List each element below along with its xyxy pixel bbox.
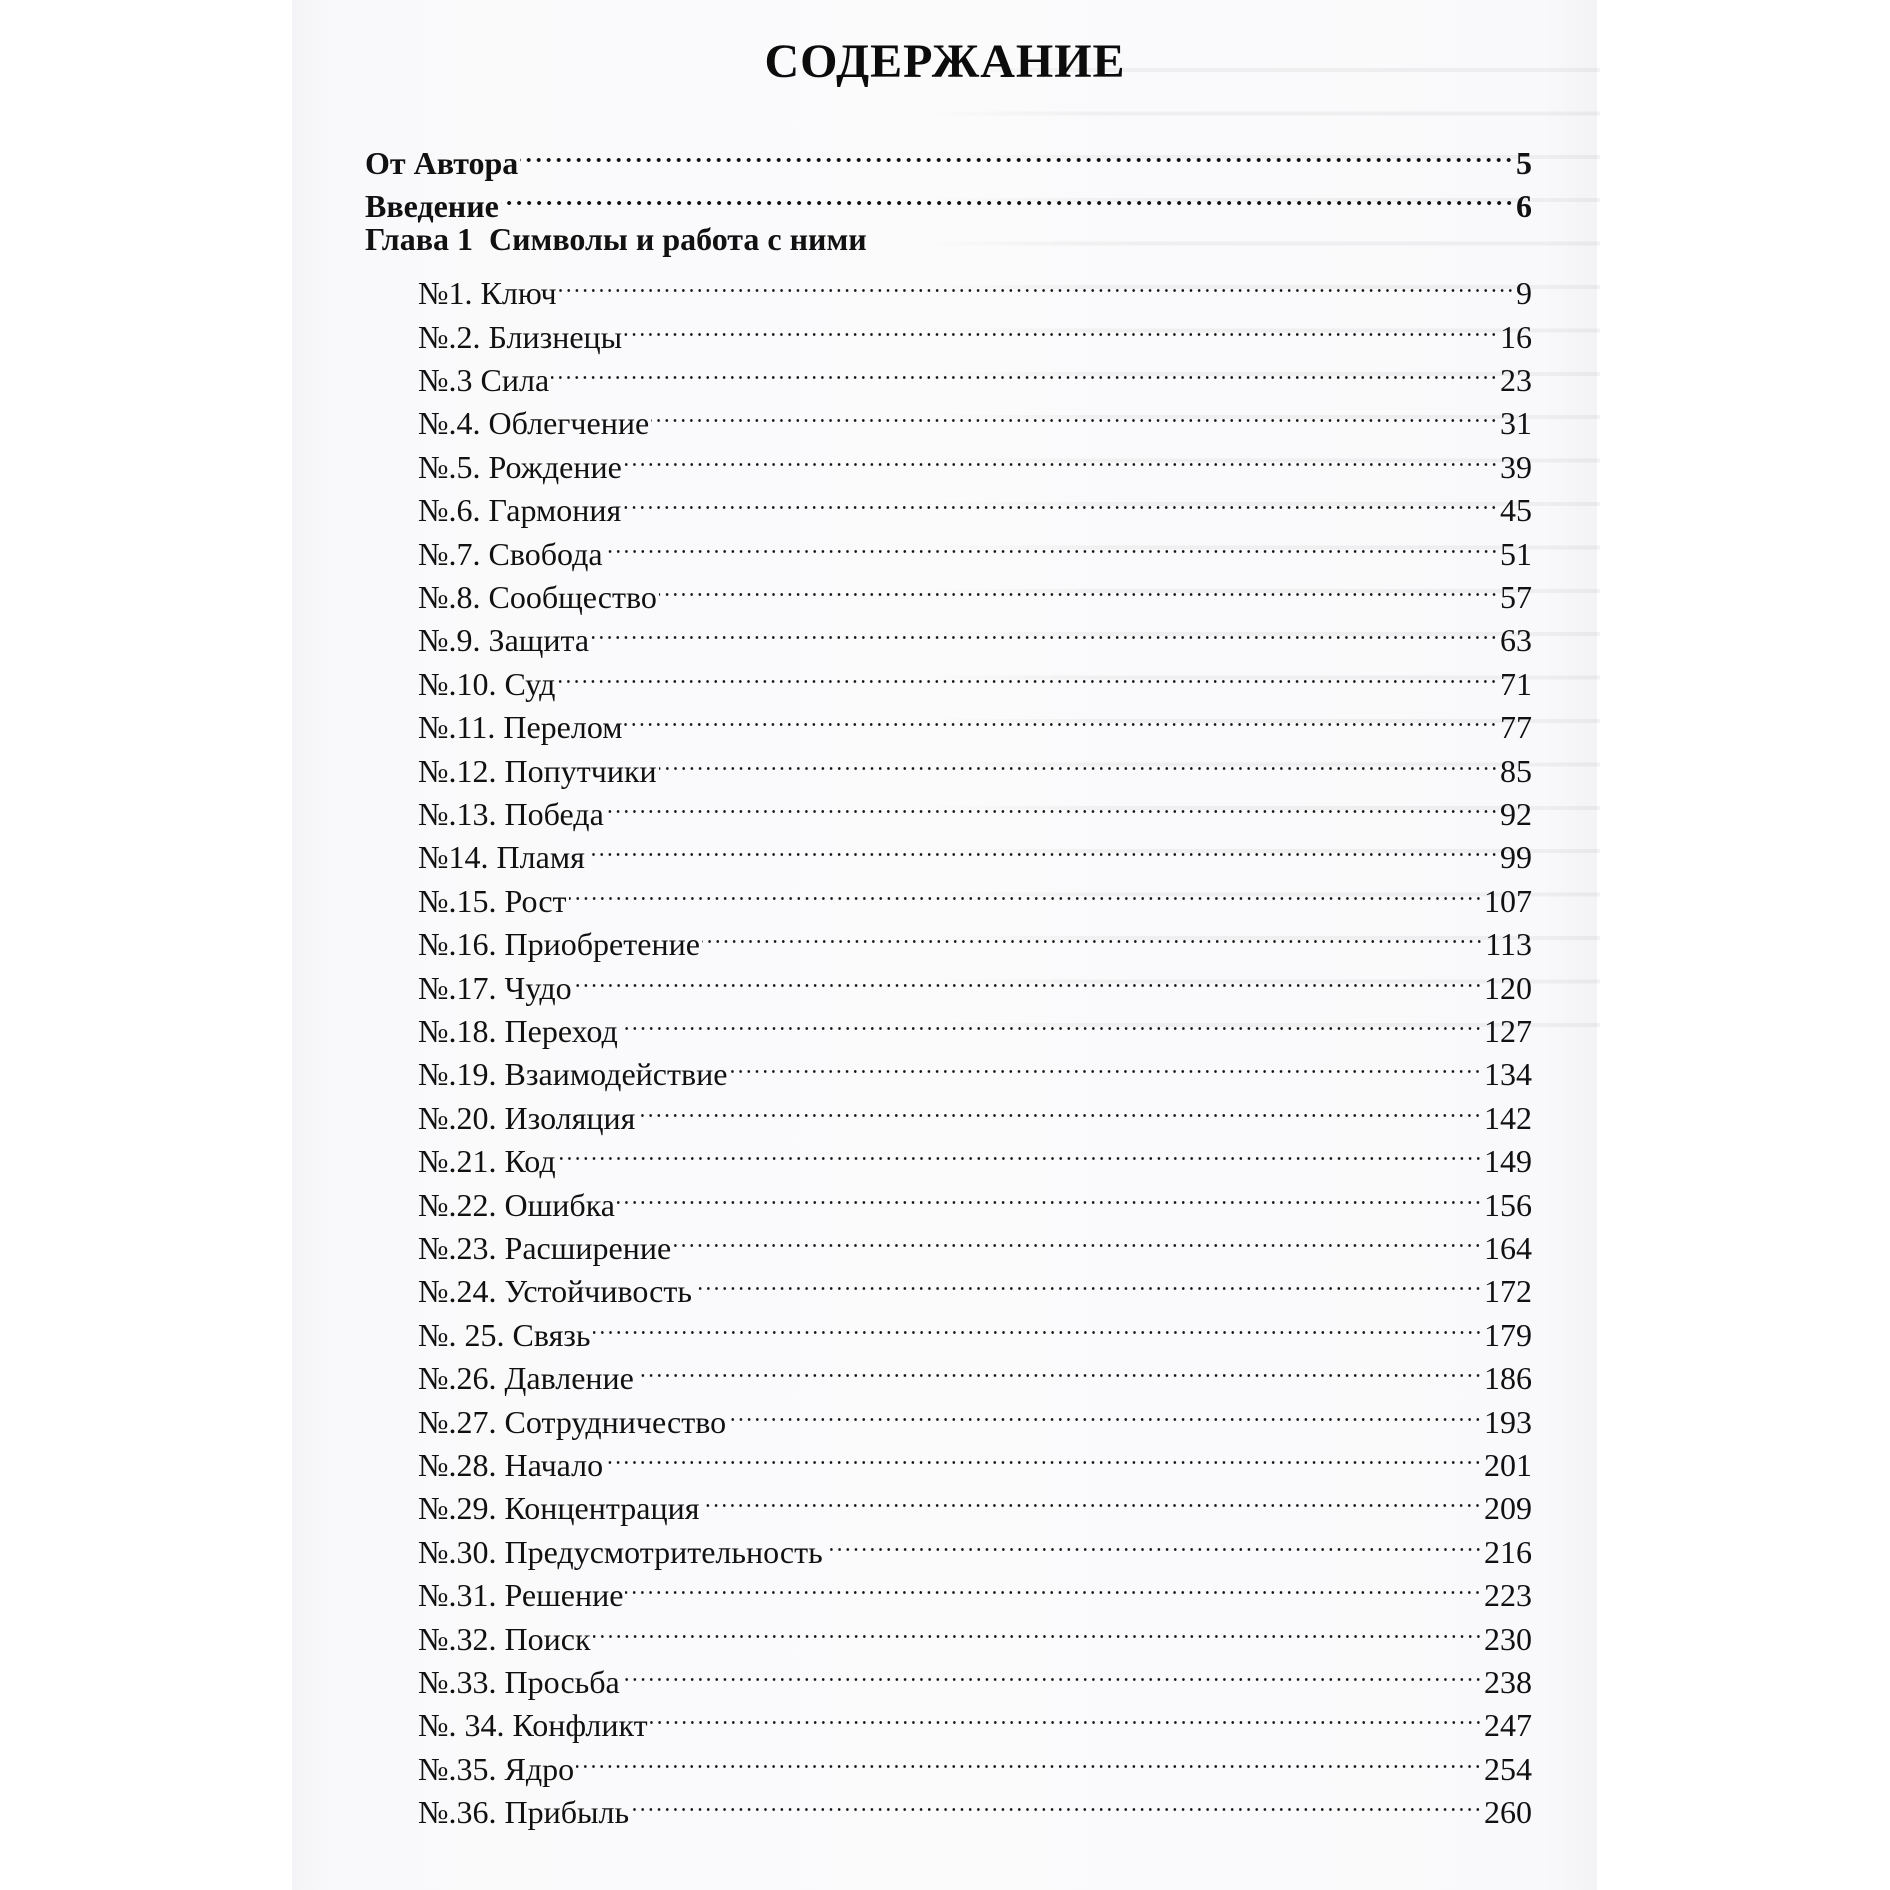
toc-entry-label: №1. Ключ — [418, 275, 557, 312]
dot-leader — [702, 911, 1483, 955]
dot-leader — [569, 868, 1482, 912]
toc-entry-page-number: 5 — [1516, 145, 1532, 181]
toc-entry-label: №.9. Защита — [418, 622, 590, 659]
toc-entry-page-number: 247 — [1484, 1707, 1532, 1744]
toc-entry[interactable] — [418, 347, 1532, 398]
toc-entry-label: №14. Пламя — [418, 839, 585, 876]
toc-entry-label: Введение — [365, 188, 499, 225]
chapter-heading[interactable]: Глава 1 Символы и работа с ними — [365, 220, 867, 257]
toc-entry-label: №.28. Начало — [418, 1447, 604, 1483]
toc-entry-label: №.22. Ошибка — [418, 1186, 615, 1223]
toc-entry-page-number: 142 — [1484, 1099, 1532, 1136]
toc-entry-page-number: 238 — [1484, 1664, 1532, 1700]
toc-entry-label: От Автора — [365, 145, 519, 181]
dot-leader — [659, 738, 1498, 782]
toc-entry[interactable] — [418, 1475, 1532, 1527]
toc-entry-page-number: 254 — [1484, 1750, 1532, 1787]
toc-entry-page-number: 113 — [1485, 926, 1532, 963]
page-title: СОДЕРЖАНИЕ — [764, 35, 1126, 88]
dot-leader — [631, 1779, 1482, 1823]
toc-entry-label: №.31. Решение — [418, 1577, 624, 1614]
dot-leader — [624, 434, 1498, 478]
toc-entry-page-number: 120 — [1484, 969, 1532, 1006]
dot-leader — [623, 477, 1498, 521]
toc-entry-label: №.33. Просьба — [418, 1664, 620, 1700]
toc-entry[interactable] — [418, 955, 1532, 1006]
toc-entry-label: №.24. Устойчивость — [418, 1273, 692, 1310]
toc-entry-label: №.19. Взаимодействие — [418, 1056, 728, 1093]
toc-entry-label: №.32. Поиск — [418, 1620, 591, 1657]
dot-leader — [659, 564, 1498, 608]
toc-entry[interactable] — [418, 868, 1532, 919]
dot-leader — [606, 781, 1498, 825]
toc-entry-page-number: 16 — [1500, 318, 1532, 355]
toc-entry[interactable] — [418, 1779, 1532, 1831]
dot-leader — [501, 173, 1514, 217]
toc-entry-page-number: 45 — [1500, 492, 1532, 529]
toc-entry-page-number: 9 — [1516, 275, 1532, 312]
dot-leader — [637, 1085, 1482, 1129]
toc-entry[interactable] — [418, 998, 1532, 1049]
toc-entry-page-number: 260 — [1484, 1794, 1532, 1831]
dot-leader — [620, 998, 1482, 1042]
dot-leader — [636, 1345, 1482, 1389]
toc-entry[interactable] — [418, 1041, 1532, 1093]
dot-leader — [617, 1172, 1482, 1216]
dot-leader — [591, 607, 1498, 651]
toc-entry-page-number: 209 — [1484, 1490, 1532, 1527]
toc-entry-page-number: 85 — [1500, 752, 1532, 789]
toc-entry-page-number: 223 — [1484, 1577, 1532, 1614]
toc-entry[interactable] — [418, 564, 1532, 615]
toc-entry-label: №.21. Код — [418, 1143, 556, 1180]
dot-leader — [605, 1432, 1482, 1476]
toc-entry-label: №.4. Облегчение — [418, 405, 650, 442]
toc-entry-page-number: 92 — [1500, 796, 1532, 832]
dot-leader — [825, 1519, 1482, 1563]
dot-leader — [551, 347, 1498, 391]
toc-entry-label: №. 25. Связь — [418, 1316, 591, 1353]
toc-entry-label: №.27. Сотрудничество — [418, 1403, 727, 1440]
toc-entry[interactable] — [418, 260, 1532, 312]
toc-entry-label: №.23. Расширение — [418, 1230, 672, 1266]
toc-entry[interactable] — [418, 1649, 1532, 1700]
toc-entry[interactable] — [418, 607, 1532, 659]
dot-leader — [625, 1562, 1482, 1606]
dot-leader — [557, 651, 1498, 695]
toc-entry[interactable] — [418, 738, 1532, 789]
toc-entry[interactable] — [418, 1302, 1532, 1353]
dot-leader — [605, 521, 1498, 565]
toc-entry[interactable] — [418, 1519, 1532, 1570]
toc-entry-label: №.12. Попутчики — [418, 752, 657, 789]
dot-leader — [728, 1389, 1482, 1433]
dot-leader — [558, 1128, 1482, 1172]
toc-entry-label: №.2. Близнецы — [418, 318, 623, 355]
toc-entry-label: №.18. Переход — [418, 1013, 618, 1049]
toc-entry-page-number: 31 — [1500, 405, 1532, 442]
dot-leader — [576, 1736, 1482, 1780]
toc-entry-label: №.5. Рождение — [418, 448, 622, 485]
toc-entry-label: №.30. Предусмотрительность — [418, 1533, 823, 1570]
toc-entry[interactable] — [418, 1606, 1532, 1657]
toc-front-matter-entry[interactable] — [365, 130, 1532, 181]
toc-entry-label: №.20. Изоляция — [418, 1099, 636, 1136]
toc-entry-label: №.8. Сообщество — [418, 579, 657, 615]
toc-entry[interactable] — [418, 1215, 1532, 1266]
toc-entry-label: №.36. Прибыль — [418, 1794, 630, 1831]
toc-entry-page-number: 230 — [1484, 1620, 1532, 1657]
toc-entry-label: №.17. Чудо — [418, 969, 572, 1006]
toc-entry[interactable] — [418, 1389, 1532, 1440]
dot-leader — [650, 1692, 1482, 1736]
dot-leader — [559, 260, 1514, 304]
toc-entry[interactable] — [418, 1562, 1532, 1614]
toc-entry[interactable] — [418, 1432, 1532, 1483]
dot-leader — [701, 1475, 1482, 1519]
toc-entry[interactable] — [418, 694, 1532, 746]
toc-entry-page-number: 156 — [1484, 1186, 1532, 1223]
toc-entry[interactable] — [418, 390, 1532, 442]
dot-leader — [593, 1302, 1482, 1346]
toc-entry-label: №.16. Приобретение — [418, 926, 700, 963]
toc-entry-label: №.26. Давление — [418, 1360, 634, 1397]
toc-entry-page-number: 216 — [1484, 1533, 1532, 1570]
toc-entry[interactable] — [418, 824, 1532, 876]
toc-entry[interactable] — [418, 304, 1532, 355]
dot-leader — [694, 1258, 1482, 1302]
toc-entry[interactable] — [418, 911, 1532, 963]
toc-entry-label: №.15. Рост — [418, 882, 567, 919]
toc-entry-label: №. 34. Конфликт — [418, 1707, 648, 1744]
toc-entry[interactable] — [418, 1172, 1532, 1223]
toc-entry-page-number: 63 — [1500, 622, 1532, 659]
toc-entry-label: №.7. Свобода — [418, 535, 603, 572]
toc-entry[interactable] — [418, 651, 1532, 702]
dot-leader — [587, 824, 1498, 868]
dot-leader — [593, 1606, 1482, 1650]
toc-entry-label: №.6. Гармония — [418, 492, 622, 529]
toc-entry[interactable] — [418, 1692, 1532, 1744]
toc-entry-page-number: 179 — [1484, 1316, 1532, 1353]
toc-entry-page-number: 77 — [1500, 709, 1532, 746]
toc-entry-page-number: 23 — [1500, 362, 1532, 398]
dot-leader — [574, 955, 1482, 999]
toc-entry-page-number: 164 — [1484, 1230, 1532, 1266]
toc-entry[interactable] — [418, 521, 1532, 572]
dot-leader — [624, 694, 1498, 738]
toc-entry-page-number: 57 — [1500, 579, 1532, 615]
toc-entry-label: №.13. Победа — [418, 796, 604, 832]
toc-entry[interactable] — [418, 1258, 1532, 1310]
toc-entry-page-number: 107 — [1484, 882, 1532, 919]
dot-leader — [624, 304, 1498, 348]
toc-entry-page-number: 134 — [1484, 1056, 1532, 1093]
toc-entry-page-number: 6 — [1516, 188, 1532, 225]
toc-entry-page-number: 71 — [1500, 665, 1532, 702]
toc-entry-page-number: 149 — [1484, 1143, 1532, 1180]
toc-entry-page-number: 127 — [1484, 1013, 1532, 1049]
toc-entry[interactable] — [418, 1736, 1532, 1787]
toc-entry[interactable] — [418, 1128, 1532, 1180]
toc-entry-page-number: 193 — [1484, 1403, 1532, 1440]
toc-entry-page-number: 172 — [1484, 1273, 1532, 1310]
toc-entry-page-number: 186 — [1484, 1360, 1532, 1397]
toc-entry-label: №.10. Суд — [418, 665, 556, 702]
toc-entry-page-number: 201 — [1484, 1447, 1532, 1483]
toc-entry-page-number: 39 — [1500, 448, 1532, 485]
dot-leader — [520, 130, 1514, 174]
dot-leader — [673, 1215, 1482, 1259]
toc-entry[interactable] — [418, 1085, 1532, 1136]
toc-entry-label: №.35. Ядро — [418, 1750, 575, 1787]
toc-entry-label: №.29. Концентрация — [418, 1490, 700, 1527]
toc-entry-page-number: 51 — [1500, 535, 1532, 572]
toc-entry-label: №.11. Перелом — [418, 709, 623, 746]
toc-entry[interactable] — [418, 434, 1532, 485]
toc-entry-label: №.3 Сила — [418, 362, 550, 398]
toc-entry-page-number: 99 — [1500, 839, 1532, 876]
toc-front-matter-entry[interactable] — [365, 173, 1532, 225]
toc-entry[interactable] — [418, 1345, 1532, 1397]
toc-entry[interactable] — [418, 781, 1532, 832]
dot-leader — [622, 1649, 1482, 1693]
dot-leader — [651, 390, 1498, 434]
toc-entry[interactable] — [418, 477, 1532, 529]
dot-leader — [729, 1041, 1482, 1085]
